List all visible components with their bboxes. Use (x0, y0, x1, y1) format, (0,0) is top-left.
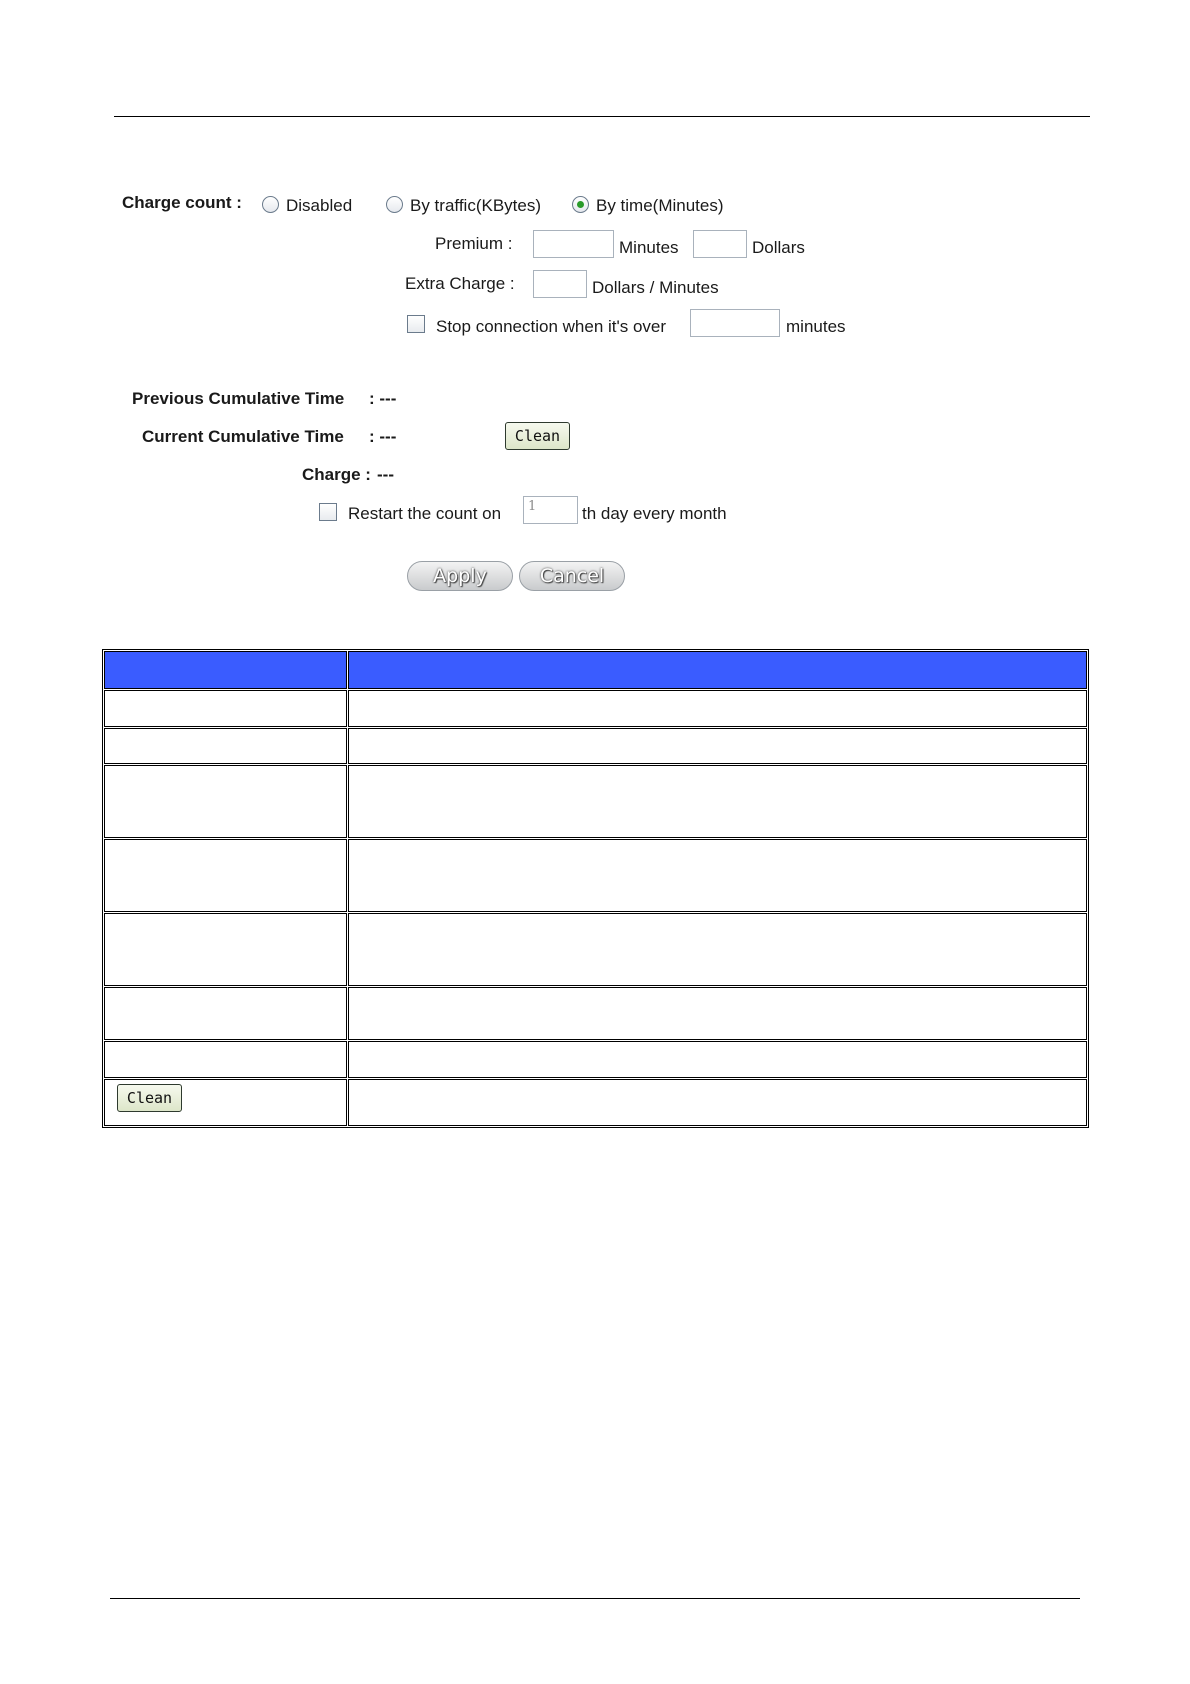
table-row (104, 728, 1087, 764)
table-header-row (104, 651, 1087, 689)
table-cell (348, 1079, 1087, 1126)
table-cell (348, 728, 1087, 764)
description-table (102, 649, 1089, 1128)
radio-disabled[interactable] (262, 196, 279, 213)
cancel-button[interactable]: Cancel (519, 561, 625, 591)
table-cell (348, 839, 1087, 912)
table-header-cell (348, 651, 1087, 689)
table-cell (348, 1041, 1087, 1078)
premium-label: Premium : (435, 234, 513, 253)
radio-by-time-label: By time(Minutes) (596, 196, 724, 215)
table-row (104, 839, 1087, 912)
premium-dollars-unit: Dollars (752, 238, 805, 257)
table-cell (348, 765, 1087, 838)
table-cell (348, 913, 1087, 986)
stop-connection-checkbox[interactable] (407, 315, 425, 333)
stop-connection-input[interactable] (690, 309, 780, 337)
radio-selected-dot (577, 201, 584, 208)
charge-label: Charge : (302, 465, 371, 484)
table-cell (104, 765, 347, 838)
extra-charge-label: Extra Charge : (405, 274, 515, 293)
table-row (104, 690, 1087, 727)
table-row (104, 765, 1087, 838)
charge-count-label: Charge count : (122, 193, 242, 212)
radio-by-traffic-label: By traffic(KBytes) (410, 196, 541, 215)
stop-connection-label: Stop connection when it's over (436, 317, 667, 336)
table-row (104, 1079, 1087, 1126)
clean-button[interactable]: Clean (505, 422, 570, 450)
current-time-label: Current Cumulative Time (142, 427, 344, 446)
table-cell (104, 728, 347, 764)
apply-button[interactable]: Apply (407, 561, 513, 591)
table-cell (104, 1041, 347, 1078)
table-row (104, 1041, 1087, 1078)
table-cell (104, 1079, 347, 1126)
previous-time-value: : --- (369, 389, 397, 408)
radio-by-time[interactable] (572, 196, 589, 213)
restart-suffix: th day every month (582, 504, 727, 523)
restart-label: Restart the count on (348, 504, 502, 523)
table-cell (348, 690, 1087, 727)
table-cell (348, 987, 1087, 1040)
table-header-cell (104, 651, 347, 689)
radio-by-traffic[interactable] (386, 196, 403, 213)
premium-minutes-unit: Minutes (619, 238, 679, 257)
table-row (104, 987, 1087, 1040)
header-rule (114, 116, 1090, 117)
table-cell (104, 839, 347, 912)
radio-disabled-label: Disabled (286, 196, 353, 215)
table-row (104, 913, 1087, 986)
table-cell (104, 913, 347, 986)
restart-checkbox[interactable] (319, 503, 337, 521)
stop-connection-unit: minutes (786, 317, 846, 336)
restart-day-input[interactable]: 1 (523, 496, 578, 524)
premium-minutes-input[interactable] (533, 230, 614, 258)
extra-charge-input[interactable] (533, 270, 587, 298)
charge-value: --- (377, 465, 394, 484)
extra-charge-unit: Dollars / Minutes (592, 278, 719, 297)
premium-dollars-input[interactable] (693, 230, 747, 258)
table-clean-button[interactable]: Clean (117, 1084, 182, 1112)
table-cell (104, 690, 347, 727)
table-cell (104, 987, 347, 1040)
current-time-value: : --- (369, 427, 397, 446)
previous-time-label: Previous Cumulative Time (132, 389, 345, 408)
footer-rule (110, 1598, 1080, 1599)
